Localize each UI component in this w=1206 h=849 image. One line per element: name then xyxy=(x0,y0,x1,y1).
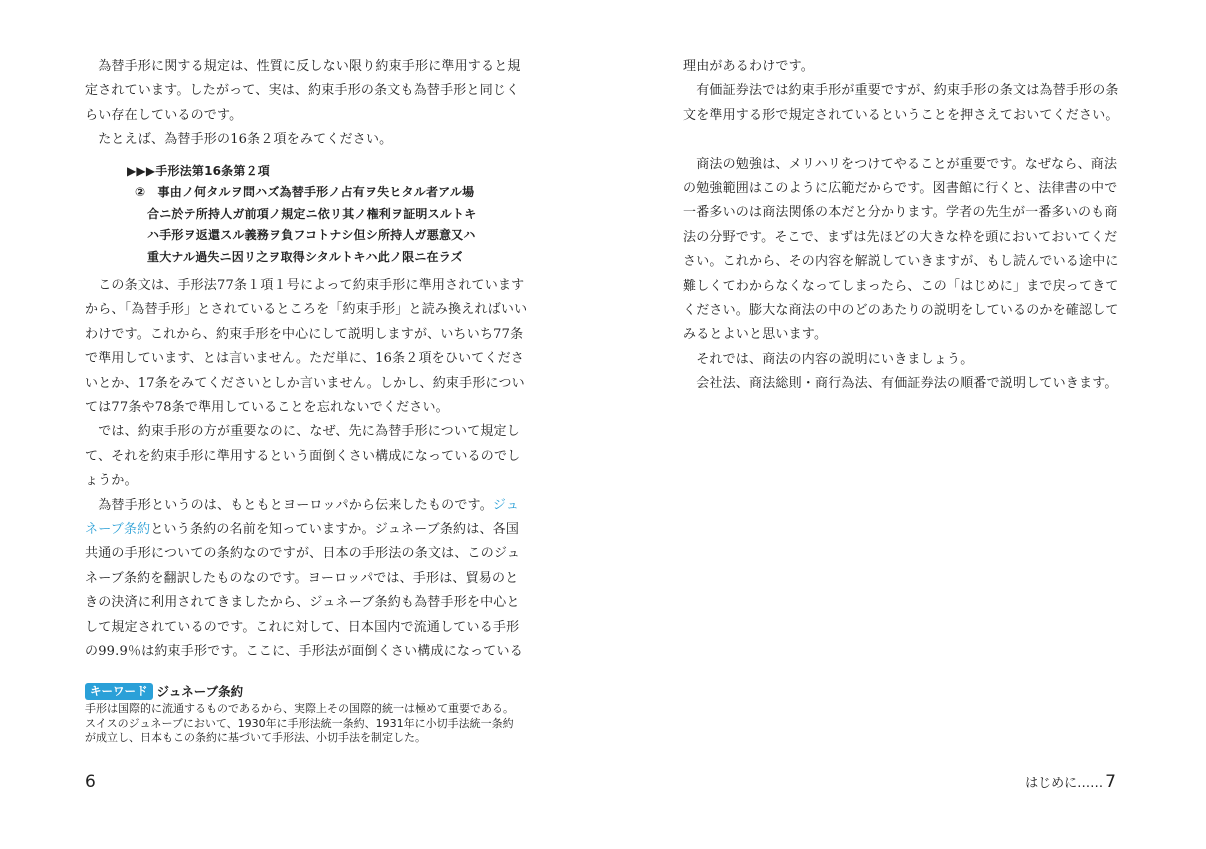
text-line: わけです。これから、約束手形を中心にして説明しますが、いちいち77条 xyxy=(85,326,524,342)
text-line: 商法の勉強は、メリハリをつけてやることが重要です。なぜなら、商法 xyxy=(683,156,1118,172)
left-paragraph-3 xyxy=(85,494,525,665)
text-line: して規定されているのです。これに対して、日本国内で流通している手形 xyxy=(85,619,520,635)
text-line xyxy=(85,494,525,518)
page-number-right: 7 xyxy=(1105,772,1116,792)
keyword-badge: キーワード xyxy=(85,683,153,700)
right-paragraph-1 xyxy=(683,55,1123,128)
left-paragraph-2 xyxy=(85,274,528,494)
statute-line: 合ニ於テ所持人ガ前項ノ規定ニ依リ其ノ権利ヲ証明スルトキ xyxy=(147,206,477,221)
text-line: て、それを約束手形に準用するという面倒くさい構成になっているのでし xyxy=(85,448,521,464)
text-line: で準用しています、とは言いません。ただ単に、16条２項をひいてくださ xyxy=(85,351,525,367)
text-line: 有価証券法では約束手形が重要ですが、約束手形の条文は為替手形の条 xyxy=(683,83,1119,99)
text-segment: 為替手形というのは、もともとヨーロッパから伝来したものです。 xyxy=(85,497,493,513)
text-segment: という条約の名前を知っていますか。ジュネーブ条約は、各国 xyxy=(150,521,520,537)
text-line: ネーブ条約を翻訳したものなのです。ヨーロッパでは、手形は、貿易のと xyxy=(85,570,519,586)
keyword-link-geneva-convention[interactable]: ネーブ条約 xyxy=(85,521,151,537)
text-line: さい。これから、その内容を解説していきますが、もし読んでいる途中に xyxy=(683,254,1119,270)
text-line: の勉強範囲はこのように広範だからです。図書館に行くと、法律書の中で xyxy=(683,180,1118,196)
text-line: 共通の手形についての条約なのですが、日本の手形法の条文は、このジュ xyxy=(85,546,521,562)
right-body-text xyxy=(683,55,1123,396)
text-line: の99.9％は約束手形です。ここに、手形法が面倒くさい構成になっている xyxy=(85,643,523,659)
text-line: 難しくてわからなくなってしまったら、この「はじめに」まで戻ってきて xyxy=(683,278,1119,294)
statute-quote xyxy=(85,161,525,269)
page-number-left: 6 xyxy=(85,772,96,792)
keyword-link-geneva-convention[interactable]: ジュ xyxy=(492,497,520,513)
text-line: たとえば、為替手形の16条２項をみてください。 xyxy=(85,132,393,148)
text-line: 文を準用する形で規定されているということを押さえておいてください。 xyxy=(683,107,1119,123)
text-line: 法の分野です。そこで、まずは先ほどの大きな枠を頭においておいてくだ xyxy=(683,229,1118,245)
text-line: それでは、商法の内容の説明にいきましょう。 xyxy=(683,351,974,367)
keyword-text-line: スイスのジュネーブにおいて、1930年に手形法統一条約、1931年に小切手法統一条約 xyxy=(85,716,514,730)
statute-line: 重大ナル過失ニ因リ之ヲ取得シタルトキハ此ノ限ニ在ラズ xyxy=(147,249,463,264)
keyword-box xyxy=(85,682,525,746)
text-line: この条文は、手形法77条１項１号によって約束手形に準用されています xyxy=(85,278,525,294)
paragraph-spacer xyxy=(683,128,1123,152)
text-line: 会社法、商法総則・商行為法、有価証券法の順番で説明していきます。 xyxy=(683,376,1118,392)
keyword-title: ジュネーブ条約 xyxy=(156,684,244,699)
running-head: はじめに…… xyxy=(1025,776,1104,791)
text-line: ょうか。 xyxy=(85,473,138,489)
running-footer-right xyxy=(1025,772,1116,792)
left-paragraph-1 xyxy=(85,55,525,153)
text-line: 為替手形に関する規定は、性質に反しない限り約束手形に準用すると規 xyxy=(85,59,521,74)
statute-heading: ▶▶▶手形法第16条第２項 xyxy=(127,163,270,178)
keyword-header xyxy=(85,682,525,700)
text-line xyxy=(85,518,525,542)
text-line: らい存在しているのです。 xyxy=(85,107,243,123)
text-line: 理由があるわけです。 xyxy=(683,59,814,74)
statute-line: ハ手形ヲ返還スル義務ヲ負フコトナシ但シ所持人ガ悪意又ハ xyxy=(147,228,476,243)
text-line: ください。膨大な商法の中のどのあたりの説明をしているのかを確認して xyxy=(683,302,1119,318)
left-body-text xyxy=(85,55,528,664)
text-line: 一番多いのは商法関係の本だと分かります。学者の先生が一番多いのも商 xyxy=(683,205,1118,221)
text-line: いとか、17条をみてくださいとしか言いません。しかし、約束手形につい xyxy=(85,375,525,391)
right-page xyxy=(603,0,1206,849)
text-line: では、約束手形の方が重要なのに、なぜ、先に為替手形について規定し xyxy=(85,424,520,440)
text-line: みるとよいと思います。 xyxy=(683,327,828,343)
right-paragraph-2 xyxy=(683,153,1123,397)
keyword-text-line: が成立し、日本もこの条約に基づいて手形法、小切手法を制定した。 xyxy=(85,731,426,744)
text-line: から、「為替手形」とされているところを「約束手形」と読み換えればいい xyxy=(85,302,528,318)
text-line: きの決済に利用されてきましたから、ジュネーブ条約も為替手形を中心と xyxy=(85,595,520,611)
statute-line: ② 事由ノ何タルヲ問ハズ為替手形ノ占有ヲ失ヒタル者アル場 xyxy=(135,185,475,200)
keyword-text-line: 手形は国際的に流通するものであるから、実際上その国際的統一は極めて重要である。 xyxy=(85,702,514,715)
text-line: 定されています。したがって、実は、約束手形の条文も為替手形と同じく xyxy=(85,83,520,99)
text-line: ては77条や78条で準用していることを忘れないでください。 xyxy=(85,400,449,416)
